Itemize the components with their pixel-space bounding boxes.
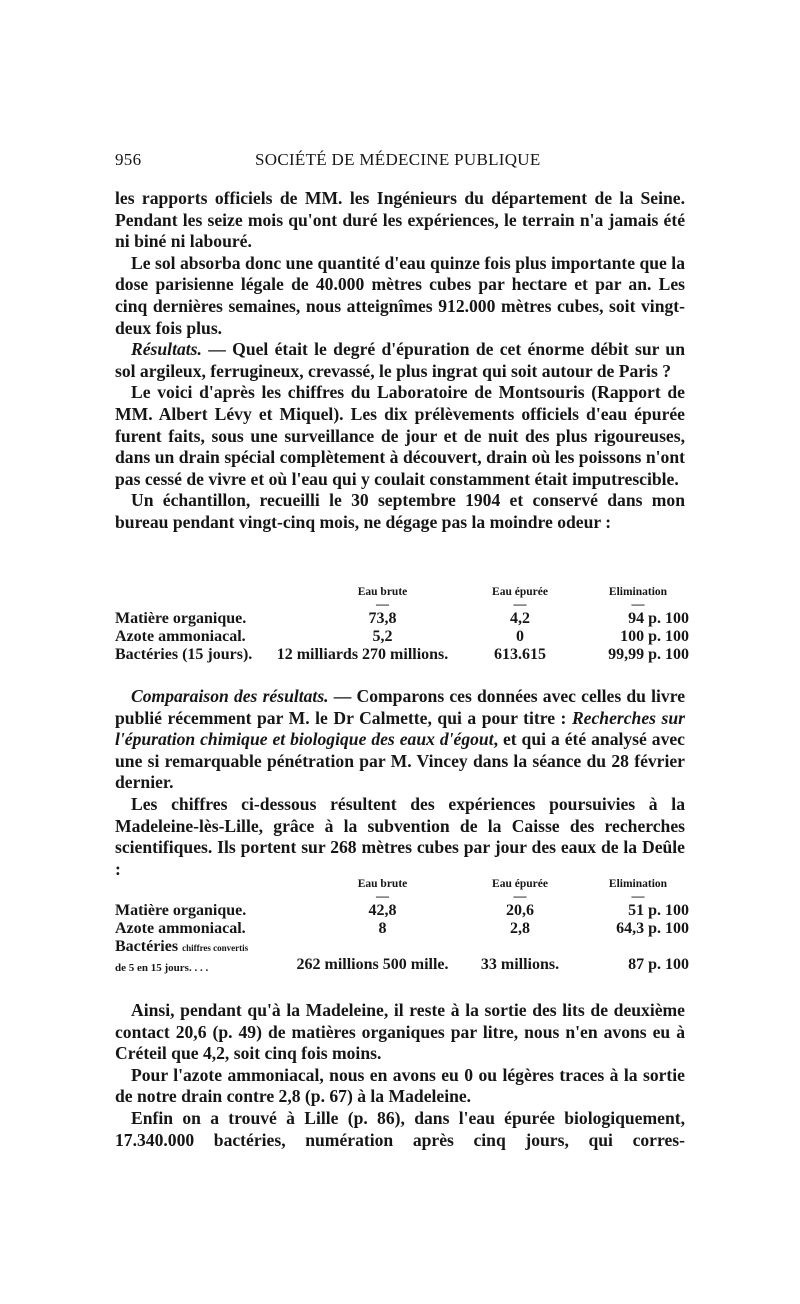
results-table-lille	[115, 878, 689, 974]
cell-elimination: 87 p. 100	[628, 956, 689, 973]
dash: —	[513, 596, 527, 611]
running-title: SOCIÉTÉ DE MÉDECINE PUBLIQUE	[255, 150, 541, 169]
table-dash-row	[115, 890, 689, 902]
cell-brute: 73,8	[368, 610, 397, 627]
table-row	[115, 646, 689, 664]
resultats-label: Résultats.	[131, 339, 202, 360]
dash: —	[376, 888, 389, 903]
results-table-creteil	[115, 586, 689, 664]
row-label	[115, 938, 260, 956]
table-row	[115, 956, 689, 974]
col-eau-epuree: Eau épurée	[492, 586, 548, 598]
table-header-row	[115, 878, 689, 890]
paragraph-1: les rapports officiels de MM. les Ingénieurs du département de la Seine. Pendant les seize mois qu'ont duré les expériences, le terrain n'a jamais été ni biné ni labouré.	[115, 188, 685, 252]
cell-epuree: 20,6	[506, 902, 534, 919]
book-title: Recherches sur l'épuration chimique et biologique des eaux d'égout	[115, 707, 685, 750]
table-row	[115, 610, 689, 628]
paragraph-9: Pour l'azote ammoniacal, nous en avons eu 0 ou légères traces à la sortie de notre drain contre 2,8 (p. 67) à la Madeleine.	[115, 1064, 685, 1107]
col-eau-epuree: Eau épurée	[492, 878, 548, 890]
table-header-row	[115, 586, 689, 598]
bacteria-note: chiffres convertis	[182, 943, 249, 953]
cell-epuree: 613.615	[494, 646, 546, 663]
row-sublabel: de 5 en 15 jours. . . .	[115, 962, 209, 974]
cell-epuree: 4,2	[510, 610, 530, 627]
paragraph-5: Un échantillon, recueilli le 30 septembre 1904 et conservé dans mon bureau pendant vingt-cinq mois, ne dégage pas la moindre odeur :	[115, 490, 685, 532]
table-row	[115, 902, 689, 920]
table-dash-row	[115, 598, 689, 610]
comparaison-label: Comparaison des résultats.	[131, 686, 329, 706]
row-label: Azote ammoniacal.	[115, 628, 246, 645]
row-label: Bactéries (15 jours).	[115, 646, 253, 663]
paragraph-2: Le sol absorba donc une quantité d'eau quinze fois plus importante que la dose parisienne légale de 40.000 mètres cubes par hectare et par an. Les cinq dernières semaines, nous atteignîmes 912.000 mètres cubes, soit vingt-deux fois plus.	[115, 252, 685, 338]
cell-brute: 5,2	[372, 628, 393, 645]
col-elimination: Elimination	[608, 586, 668, 598]
dash: —	[513, 888, 527, 903]
cell-brute: 8	[378, 920, 387, 937]
row-label: Matière organique.	[115, 902, 247, 919]
bacteria-label: Bactéries	[115, 938, 179, 955]
table-row	[115, 628, 689, 646]
row-label: Azote ammoniacal.	[115, 920, 246, 937]
cell-brute: 42,8	[368, 902, 397, 919]
cell-elimination: 64,3 p. 100	[616, 920, 689, 937]
cell-brute: 12 milliards 270 millions.	[276, 646, 449, 663]
paragraph-10: Enfin on a trouvé à Lille (p. 86), dans l'eau épurée biologiquement, 17.340.000 bactéries, numération après cinq jours, qui corres-	[115, 1107, 685, 1150]
resultats-text: — Quel était le degré d'épuration de cet énorme débit sur un sol argileux, ferrugineux, crevassé, le plus ingrat qui soit autour de Paris ?	[115, 339, 685, 381]
dash: —	[631, 888, 645, 903]
col-eau-brute: Eau brute	[357, 586, 408, 598]
cell-elimination: 94 p. 100	[628, 610, 689, 627]
cell-epuree: 0	[516, 628, 524, 645]
text-block-top	[115, 188, 685, 534]
text-block-bottom	[115, 1000, 685, 1151]
cell-elimination: 99,99 p. 100	[608, 646, 689, 663]
table-row	[115, 938, 689, 956]
row-label: Matière organique.	[115, 610, 247, 627]
cell-elimination: 100 p. 100	[620, 628, 689, 645]
col-eau-brute: Eau brute	[357, 878, 408, 890]
comparaison-text: — Comparons ces données avec celles du livre publié récemment par M. le Dr Calmette, qui a pour titre :	[115, 686, 686, 728]
table-row	[115, 920, 689, 938]
paragraph-3	[115, 339, 685, 382]
paragraph-4: Le voici d'après les chiffres du Laboratoire de Montsouris (Rapport de MM. Albert Lévy et Miquel). Les dix prélèvements officiels d'eau épurée furent faits, sous une surveillance de jour et de nuit des plus rigoureuses, dans un drain spécial complètement à découvert, drain où les poissons n'ont pas cessé de vivre et où l'eau qui y coulait constamment était imputrescible.	[115, 382, 685, 489]
col-elimination: Elimination	[608, 878, 668, 890]
paragraph-7: Les chiffres ci-dessous résultent des expériences poursuivies à la Madeleine-lès-Lille, grâce à la subvention de la Caisse des recherches scientifiques. Ils portent sur 268 mètres cubes par jour des eaux de la Deûle :	[115, 793, 685, 879]
paragraph-6	[115, 686, 685, 794]
cell-brute: 262 millions 500 mille.	[296, 956, 449, 973]
dash: —	[376, 596, 389, 611]
cell-elimination: 51 p. 100	[628, 902, 689, 919]
page-number: 956	[115, 150, 142, 169]
text-block-middle	[115, 686, 685, 880]
cell-epuree: 33 millions.	[480, 956, 560, 973]
paragraph-8: Ainsi, pendant qu'à la Madeleine, il reste à la sortie des lits de deuxième contact 20,6 (p. 49) de matières organiques par litre, nous n'en avons eu à Créteil que 4,2, soit cinq fois moins.	[115, 1000, 685, 1064]
dash: —	[631, 596, 645, 611]
cell-epuree: 2,8	[510, 920, 530, 937]
comparaison-text-end: , et qui a été analysé avec une si remarquable pénétration par M. Vincey dans la séance du 28 février dernier.	[115, 729, 685, 793]
